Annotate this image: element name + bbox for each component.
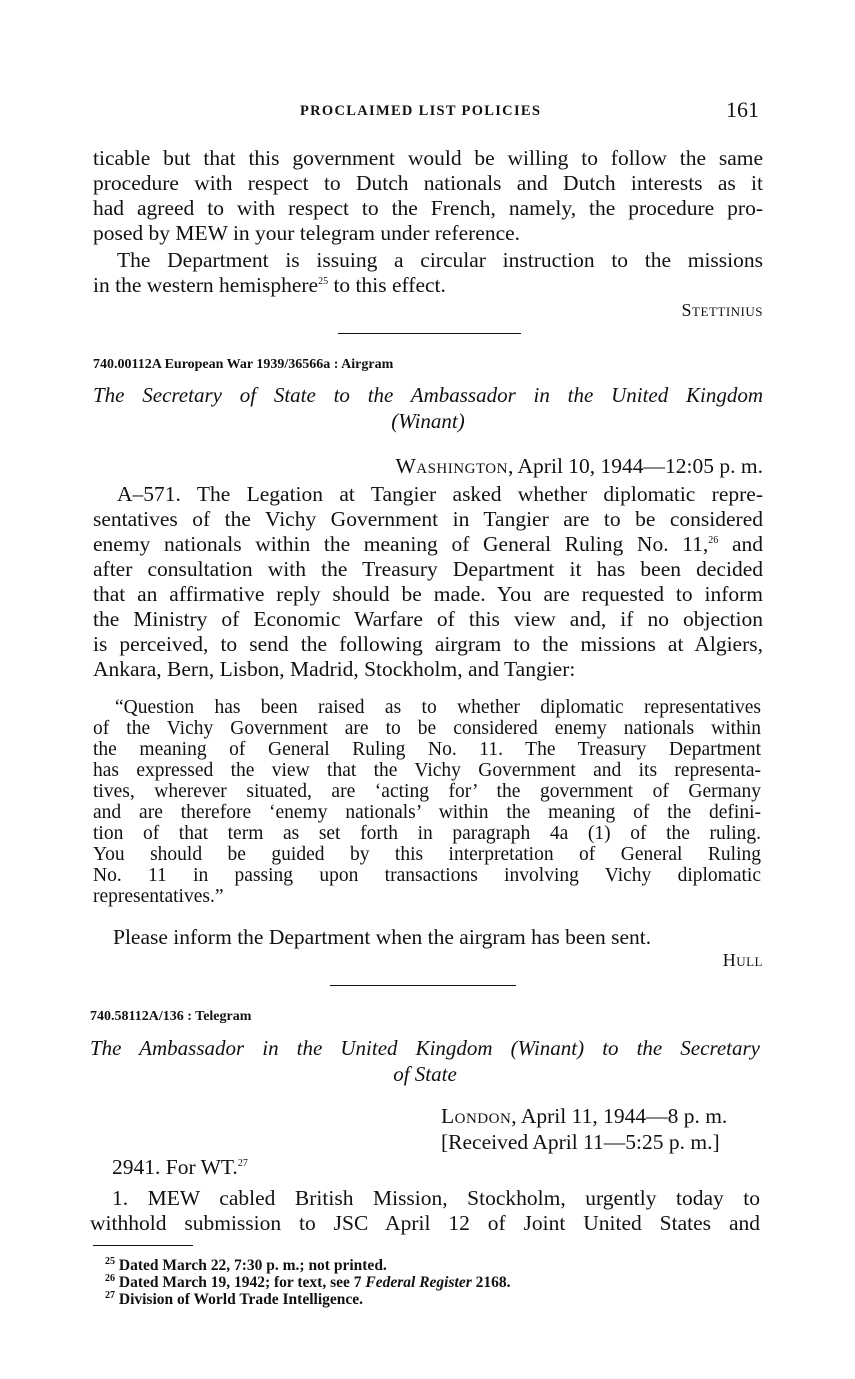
text-line <box>93 532 763 557</box>
text-line: withhold submission to JSC April 12 of Joint United States and <box>90 1211 760 1235</box>
text-line: A–571. The Legation at Tangier asked whether diplomatic repre- <box>117 482 763 506</box>
text-fragment: and <box>718 532 763 556</box>
quote-line: tives, wherever situated, are ‘acting for’ the government of Germany <box>93 781 761 802</box>
dateline-date: , April 11, 1944—8 p. m. <box>511 1104 728 1128</box>
footnote-ref: 26 <box>708 534 719 546</box>
quote-line: You should be guided by this interpretation of General Ruling <box>93 844 761 865</box>
text-line: had agreed to with respect to the French, namely, the procedure pro- <box>93 196 763 220</box>
text-fragment: in the western hemisphere <box>93 273 319 297</box>
heading-line: The Secretary of State to the Ambassador in the United Kingdom <box>93 383 763 407</box>
quote-line: tion of that term as set forth in paragraph 4a (1) of the ruling. <box>93 823 761 844</box>
footnotes <box>105 1257 755 1308</box>
text-fragment: 2941. For WT. <box>112 1155 238 1179</box>
footnote-mark: 27 <box>105 1289 115 1301</box>
text-fragment: enemy nationals within the meaning of General Ruling No. 11, <box>93 532 709 556</box>
heading-line: of State <box>393 1062 457 1086</box>
quote-line: and are therefore ‘enemy nationals’ within the meaning of the defini- <box>93 802 761 823</box>
footnote-text: Dated March 19, 1942; for text, see 7 <box>118 1274 366 1291</box>
heading-line: The Ambassador in the United Kingdom (Winant) to the Secretary <box>90 1036 760 1060</box>
received-line: [Received April 11—5:25 p. m.] <box>441 1130 720 1154</box>
telegram-number <box>112 1155 248 1180</box>
quote-line: has expressed the view that the Vichy Government and its representa- <box>93 760 761 781</box>
footnote-mark: 25 <box>105 1255 115 1267</box>
text-line: the Ministry of Economic Warfare of this view and, if no objection <box>93 607 763 631</box>
text-line: that an affirmative reply should be made. You are requested to inform <box>93 582 763 606</box>
file-reference: 740.58112A/136 : Telegram <box>90 1009 252 1024</box>
footnote-text: Division of World Trade Intelligence. <box>118 1291 364 1308</box>
closing-sentence: Please inform the Department when the airgram has been sent. <box>113 925 652 949</box>
airgram-paragraph <box>93 482 763 682</box>
quote-line: representatives.” <box>93 886 224 907</box>
continuation-paragraph <box>93 146 763 246</box>
text-fragment: to this effect. <box>328 273 446 297</box>
dateline-place: London <box>441 1104 512 1128</box>
quote-line: No. 11 in passing upon transactions involving Vichy diplomatic <box>93 865 761 886</box>
text-line: after consultation with the Treasury Department it has been decided <box>93 557 763 581</box>
dateline <box>395 454 763 479</box>
text-line: procedure with respect to Dutch nationals and Dutch interests as it <box>93 171 763 195</box>
running-title: PROCLAIMED LIST POLICIES <box>300 103 542 119</box>
footnote-25 <box>105 1257 755 1274</box>
signature-stettinius: Stettinius <box>681 300 763 320</box>
footnote-ref: 25 <box>318 275 329 287</box>
text-line: is perceived, to send the following airgram to the missions at Algiers, <box>93 632 763 656</box>
section-divider <box>330 985 516 986</box>
quote-line: of the Vichy Government are to be considered enemy nationals within <box>93 718 761 739</box>
dateline-date: , April 10, 1944—12:05 p. m. <box>507 454 763 478</box>
document-heading <box>93 382 763 434</box>
heading-line: (Winant) <box>391 409 465 433</box>
footnote-rule <box>93 1245 193 1246</box>
text-line: Ankara, Bern, Lisbon, Madrid, Stockholm, and Tangier: <box>93 657 576 681</box>
circular-instruction-paragraph <box>93 248 763 298</box>
document-heading <box>90 1035 760 1087</box>
quoted-airgram <box>93 697 761 907</box>
text-line: The Department is issuing a circular instruction to the missions <box>117 248 763 272</box>
footnote-mark: 26 <box>105 1272 115 1284</box>
text-line: sentatives of the Vichy Government in Tangier are to be considered <box>93 507 763 531</box>
dateline-place: Washington <box>395 454 508 478</box>
footnote-27 <box>105 1291 755 1308</box>
page-number: 161 <box>726 97 759 122</box>
text-line: posed by MEW in your telegram under reference. <box>93 221 521 245</box>
file-reference: 740.00112A European War 1939/36566a : Airgram <box>93 357 394 372</box>
quote-line: the meaning of General Ruling No. 11. The Treasury Department <box>93 739 761 760</box>
text-line: 1. MEW cabled British Mission, Stockholm, urgently today to <box>112 1186 760 1210</box>
footnote-ref: 27 <box>237 1157 248 1169</box>
dateline <box>441 1104 727 1129</box>
text-line: ticable but that this government would be willing to follow the same <box>93 146 763 170</box>
footnote-text: Dated March 22, 7:30 p. m.; not printed. <box>118 1257 387 1274</box>
footnote-text: 2168. <box>471 1274 511 1291</box>
section-divider <box>338 333 521 334</box>
telegram-paragraph <box>90 1186 760 1236</box>
text-line <box>93 273 763 298</box>
footnote-26 <box>105 1274 755 1291</box>
quote-line: “Question has been raised as to whether diplomatic representatives <box>115 697 761 718</box>
footnote-citation: Federal Register <box>365 1274 472 1291</box>
signature-hull: Hull <box>722 950 763 970</box>
